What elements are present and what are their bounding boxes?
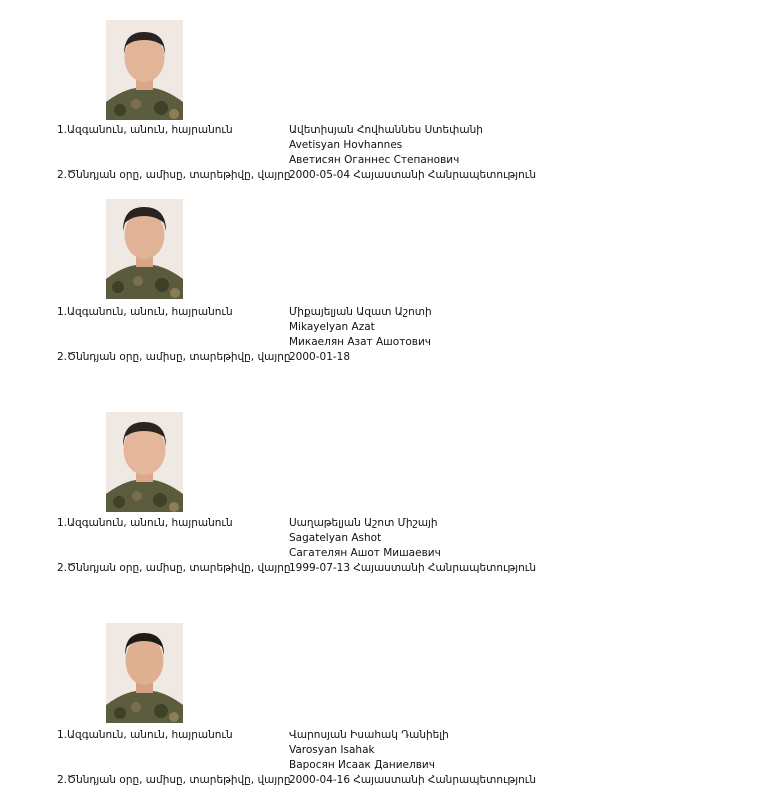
name-latin: Mikayelyan Azat bbox=[289, 321, 375, 333]
name-russian: Сагателян Ашот Мишаевич bbox=[289, 547, 441, 559]
name-armenian: Ավետիսյան Հովհաննես Ստեփանի bbox=[289, 124, 483, 136]
birth-value: 2000-01-18 bbox=[289, 351, 351, 363]
name-latin: Varosyan Isahak bbox=[289, 744, 375, 756]
record-3 bbox=[0, 412, 781, 582]
name-label: 1.Ազգանուն, անուն, հայրանուն bbox=[57, 306, 233, 318]
name-latin: Sagatelyan Ashot bbox=[289, 532, 382, 544]
name-latin: Avetisyan Hovhannes bbox=[289, 139, 403, 151]
portrait-photo bbox=[106, 623, 183, 723]
birth-label: 2.Ծննդյան օրը, ամիսը, տարեթիվը, վայրը bbox=[57, 774, 291, 786]
name-russian: Варосян Исаак Даниелвич bbox=[289, 759, 435, 771]
portrait-photo bbox=[106, 20, 183, 120]
birth-label: 2.Ծննդյան օրը, ամիսը, տարեթիվը, վայրը bbox=[57, 169, 291, 181]
birth-value: 2000-04-16 Հայաստանի Հանրապետություն bbox=[289, 774, 537, 786]
record-1 bbox=[0, 20, 781, 190]
name-armenian: Սաղաթելյան Աշոտ Միշայի bbox=[289, 517, 438, 529]
name-armenian: Վարոսյան Իսահակ Դանիելի bbox=[289, 729, 449, 741]
name-russian: Аветисян Оганнес Степанович bbox=[289, 154, 460, 166]
record-4 bbox=[0, 623, 781, 793]
name-label: 1.Ազգանուն, անուն, հայրանուն bbox=[57, 124, 233, 136]
record-2 bbox=[0, 199, 781, 369]
birth-value: 1999-07-13 Հայաստանի Հանրապետություն bbox=[289, 562, 537, 574]
birth-value: 2000-05-04 Հայաստանի Հանրապետություն bbox=[289, 169, 537, 181]
name-russian: Микаелян Азат Ашотович bbox=[289, 336, 431, 348]
birth-label: 2.Ծննդյան օրը, ամիսը, տարեթիվը, վայրը bbox=[57, 562, 291, 574]
portrait-photo bbox=[106, 199, 183, 299]
name-label: 1.Ազգանուն, անուն, հայրանուն bbox=[57, 517, 233, 529]
birth-label: 2.Ծննդյան օրը, ամիսը, տարեթիվը, վայրը bbox=[57, 351, 291, 363]
name-armenian: Միքայելյան Ազատ Աշոտի bbox=[289, 306, 432, 318]
portrait-photo bbox=[106, 412, 183, 512]
name-label: 1.Ազգանուն, անուն, հայրանուն bbox=[57, 729, 233, 741]
